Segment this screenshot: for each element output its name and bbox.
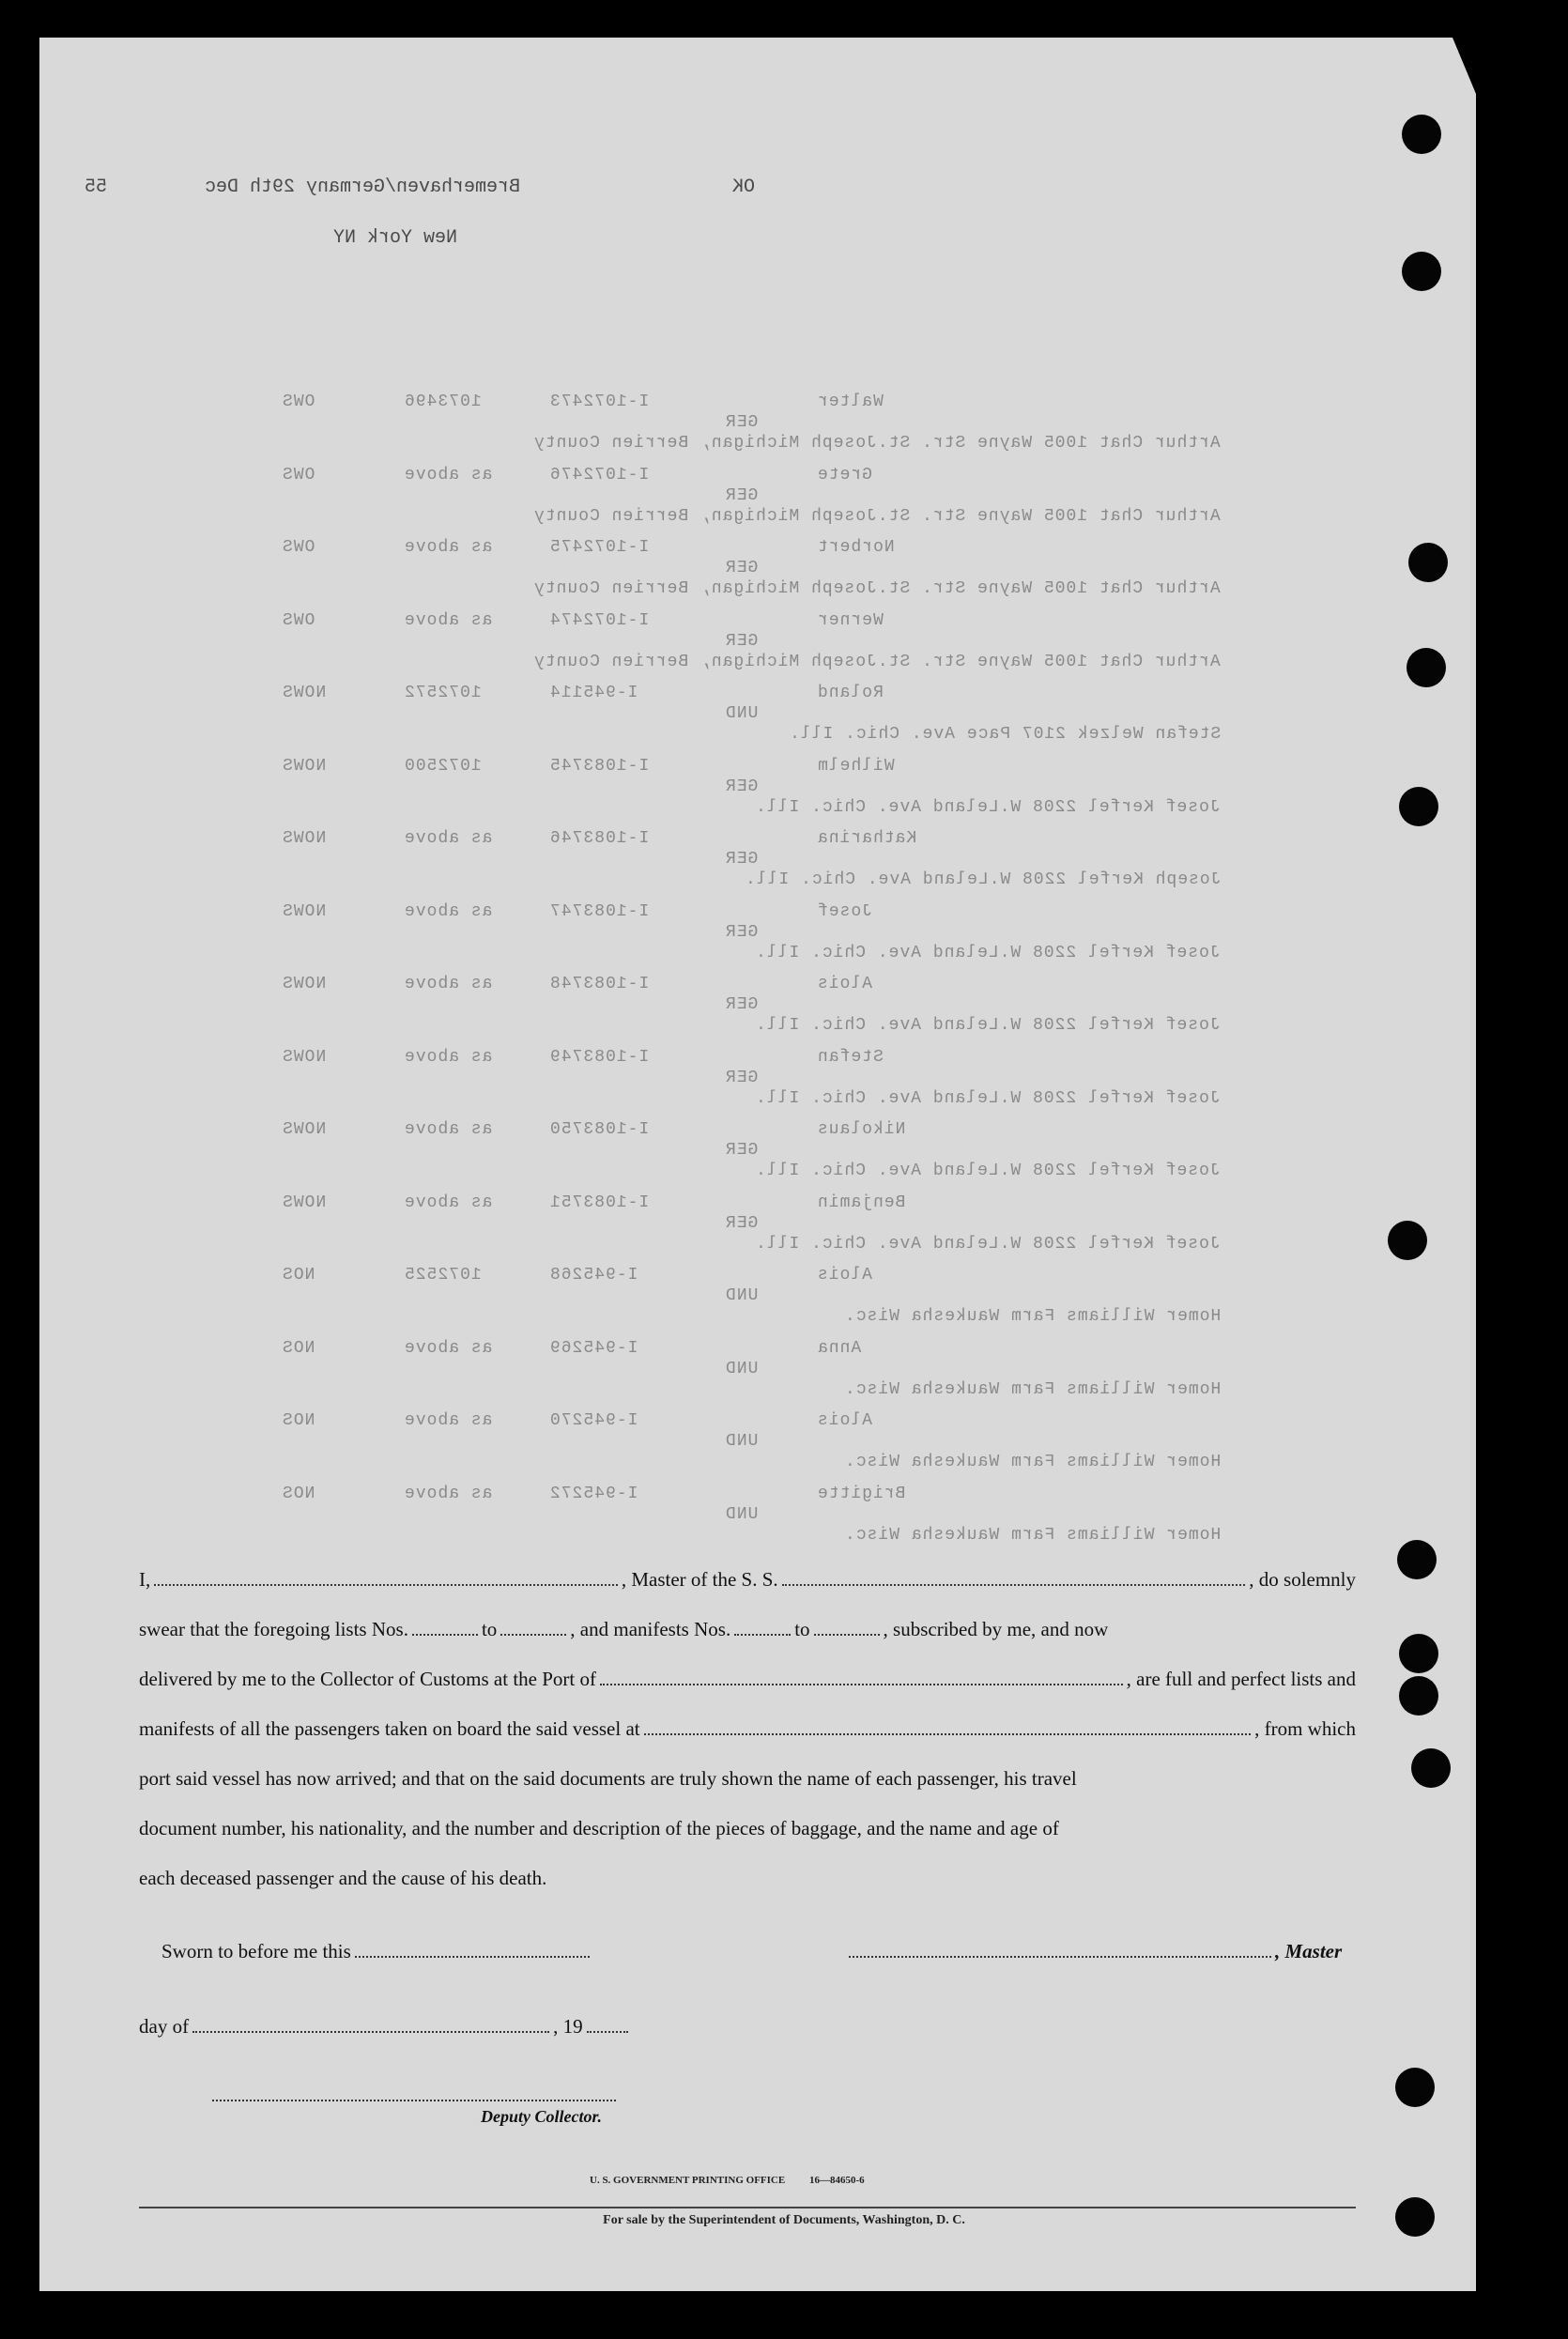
punch-hole [1408, 543, 1448, 582]
punch-hole [1395, 2068, 1435, 2107]
day-label: day of [139, 2015, 190, 2038]
manifest-given-name: Benjamin [817, 1193, 906, 1212]
manifest-doc-number: I-945114 [549, 684, 638, 702]
manifest-nationality: UND [725, 1504, 759, 1524]
oath-text: port said vessel has now arrived; and that on the said documents are truly shown the name of each passenger, his travel [139, 1767, 1077, 1790]
departure-port-field[interactable] [644, 1718, 1252, 1735]
manifest-doc-number: I-1083746 [549, 829, 650, 848]
punch-hole [1397, 1540, 1437, 1579]
manifest-address: Joseph Kerfel 2208 W.Leland Ave. Chic. Ill. [744, 870, 1221, 889]
manifest-doc-number: I-945268 [549, 1266, 638, 1285]
deputy-signature-field[interactable] [212, 2085, 616, 2101]
manifest-ref: as above [404, 1411, 493, 1430]
manifest-ref: as above [404, 1338, 493, 1358]
manifest-col-code: NOS [282, 1266, 315, 1285]
oath-text: , from which [1254, 1717, 1356, 1740]
master-signature-field[interactable] [849, 1941, 1271, 1958]
punch-hole [1399, 1676, 1438, 1716]
manifest-ref: as above [404, 465, 493, 485]
manifest-nationality: GER [725, 559, 759, 577]
manifest-address: Josef Kerfel 2208 W.Leland Ave. Chic. Ill. [755, 1016, 1221, 1035]
manifest-doc-number: I-1083751 [549, 1193, 650, 1212]
manifest-nationality: UND [725, 1286, 759, 1305]
vessel-name-field[interactable] [782, 1569, 1246, 1586]
manifest-col-code: NOS [282, 1338, 315, 1358]
manifest-col-code: NOS [282, 1484, 315, 1503]
manifest-doc-number: I-1083748 [549, 975, 650, 993]
manifest-doc-number: I-1072476 [549, 465, 650, 485]
manifest-ref: as above [404, 829, 493, 848]
printing-office: U. S. GOVERNMENT PRINTING OFFICE [590, 2175, 786, 2186]
manifest-given-name: Brigitte [817, 1484, 906, 1503]
oath-text: , do solemnly [1249, 1568, 1357, 1591]
oath-line [139, 1654, 1356, 1704]
manifest-col-code: OWS [282, 610, 315, 630]
manifest-address: Arthur Chat 1005 Wayne Str. St.Joseph Michigan, Berrien County [533, 434, 1221, 453]
manifest-ref: as above [404, 901, 493, 921]
footer-divider [139, 2207, 1356, 2208]
manifest-ref: 1073496 [404, 392, 482, 411]
manifest-nationality: GER [725, 777, 759, 796]
manifest-address: Josef Kerfel 2208 W.Leland Ave. Chic. Ill. [755, 1234, 1221, 1254]
oath-text: each deceased passenger and the cause of his death. [139, 1867, 547, 1889]
sworn-line [161, 1940, 593, 1963]
list-to-field[interactable] [500, 1619, 566, 1636]
manifest-to-field[interactable] [814, 1619, 880, 1636]
oath-text: , subscribed by me, and now [883, 1618, 1109, 1640]
master-name-field[interactable] [154, 1569, 618, 1586]
manifest-given-name: Grete [817, 465, 873, 485]
punch-hole [1402, 115, 1441, 154]
manifest-doc-number: I-945270 [549, 1411, 638, 1430]
manifest-doc-number: I-1072474 [549, 610, 650, 630]
form-number: 16—84650-6 [809, 2175, 865, 2186]
manifest-address: Josef Kerfel 2208 W.Leland Ave. Chic. Ill. [755, 1162, 1221, 1180]
manifest-col-code: NOWS [282, 975, 327, 993]
manifest-ref: as above [404, 1120, 493, 1139]
day-field[interactable] [192, 2016, 549, 2033]
oath-text: to [481, 1618, 498, 1640]
manifest-col-code: OWS [282, 392, 315, 411]
list-from-field[interactable] [412, 1619, 478, 1636]
year-field[interactable] [587, 2016, 628, 2033]
manifest-ref: as above [404, 538, 493, 557]
master-signature-line [845, 1940, 1342, 1963]
oath-text: swear that the foregoing lists Nos. [139, 1618, 408, 1640]
manifest-ref: as above [404, 610, 493, 630]
manifest-nationality: GER [725, 413, 759, 432]
manifest-col-code: NOWS [282, 756, 327, 776]
manifest-given-name: Anna [817, 1338, 862, 1358]
header-mark: OK [732, 177, 756, 198]
manifest-address: Arthur Chat 1005 Wayne Str. St.Joseph Michigan, Berrien County [533, 652, 1221, 671]
manifest-ref: 1072572 [404, 684, 482, 702]
punch-hole [1407, 648, 1446, 687]
manifest-given-name: Norbert [817, 538, 895, 557]
deputy-line [208, 2085, 620, 2101]
manifest-address: Josef Kerfel 2208 W.Leland Ave. Chic. Ill. [755, 943, 1221, 962]
manifest-col-code: NOWS [282, 1193, 327, 1212]
punch-hole [1399, 1634, 1438, 1673]
oath-text: I, [139, 1568, 151, 1591]
oath-line [139, 1854, 1356, 1903]
manifest-address: Arthur Chat 1005 Wayne Str. St.Joseph Michigan, Berrien County [533, 506, 1221, 526]
port-field[interactable] [600, 1669, 1123, 1685]
master-oath [139, 1555, 1356, 1903]
manifest-doc-number: I-945269 [549, 1338, 638, 1358]
oath-text: , are full and perfect lists and [1126, 1668, 1356, 1690]
manifest-nationality: UND [725, 704, 759, 723]
manifest-nationality: GER [725, 1068, 759, 1087]
punch-hole [1399, 787, 1438, 826]
manifest-address: Josef Kerfel 2208 W.Leland Ave. Chic. Ill. [755, 1088, 1221, 1108]
manifest-col-code: NOS [282, 1411, 315, 1430]
manifest-doc-number: I-945272 [549, 1484, 638, 1503]
manifest-nationality: GER [725, 850, 759, 869]
manifest-given-name: Nikolaus [817, 1120, 906, 1139]
manifest-given-name: Alois [817, 975, 873, 993]
manifest-col-code: NOWS [282, 684, 327, 702]
year-label: , 19 [553, 2015, 583, 2038]
manifest-address: Arthur Chat 1005 Wayne Str. St.Joseph Michigan, Berrien County [533, 579, 1221, 598]
master-label: , Master [1275, 1940, 1343, 1962]
manifest-nationality: GER [725, 485, 759, 505]
manifest-nationality: UND [725, 1432, 759, 1451]
manifest-given-name: Katharina [817, 829, 917, 848]
manifest-col-code: OWS [282, 465, 315, 485]
oath-line [139, 1704, 1356, 1754]
manifest-col-code: NOWS [282, 829, 327, 848]
manifest-nationality: GER [725, 631, 759, 651]
oath-text: to [794, 1618, 810, 1640]
manifest-given-name: Wilhelm [817, 756, 895, 776]
manifest-doc-number: I-1083749 [549, 1047, 650, 1067]
punch-hole [1402, 252, 1441, 291]
punch-hole [1388, 1221, 1427, 1260]
manifest-ref: as above [404, 1484, 493, 1503]
sworn-label: Sworn to before me this [161, 1940, 351, 1962]
voyage-route: Bremerhaven/Germany 29th Dec [205, 177, 521, 198]
manifest-col-code: NOWS [282, 1047, 327, 1067]
manifest-doc-number: I-1072473 [549, 392, 650, 411]
manifest-doc-number: I-1083750 [549, 1120, 650, 1139]
oath-line [139, 1555, 1356, 1605]
manifest-nationality: GER [725, 1141, 759, 1160]
oath-text: delivered by me to the Collector of Customs at the Port of [139, 1668, 596, 1690]
oath-text: manifests of all the passengers taken on board the said vessel at [139, 1717, 640, 1740]
manifest-ref: 1072500 [404, 756, 482, 776]
manifest-nationality: GER [725, 922, 759, 942]
manifest-nationality: GER [725, 995, 759, 1014]
manifest-given-name: Alois [817, 1266, 873, 1285]
oath-line [139, 1754, 1356, 1804]
manifest-given-name: Werner [817, 610, 884, 630]
manifest-ref: 1072525 [404, 1266, 482, 1285]
manifest-address: Homer Williams Farm Waukesha Wisc. [843, 1525, 1221, 1545]
manifest-col-code: OWS [282, 538, 315, 557]
manifest-ref: as above [404, 1193, 493, 1212]
punch-hole [1411, 1748, 1451, 1788]
manifest-nationality: UND [725, 1359, 759, 1378]
manifest-given-name: Stefan [817, 1047, 884, 1067]
manifest-given-name: Walter [817, 392, 884, 411]
manifest-from-field[interactable] [734, 1619, 791, 1636]
deputy-collector-label: Deputy Collector. [481, 2107, 602, 2126]
manifest-doc-number: I-1072475 [549, 538, 650, 557]
oath-text: , and manifests Nos. [570, 1618, 731, 1640]
manifest-address: Homer Williams Farm Waukesha Wisc. [843, 1379, 1221, 1399]
manifest-address: Stefan Welzek 2107 Pace Ave. Chic. Ill. [788, 725, 1221, 744]
oath-line [139, 1605, 1356, 1654]
manifest-doc-number: I-1083747 [549, 901, 650, 921]
page-number: 55 [85, 177, 108, 198]
manifest-given-name: Roland [817, 684, 884, 702]
manifest-address: Josef Kerfel 2208 W.Leland Ave. Chic. Ill. [755, 797, 1221, 817]
for-sale-notice: For sale by the Superintendent of Documents, Washington, D. C. [603, 2213, 965, 2227]
manifest-doc-number: I-1083745 [549, 756, 650, 776]
oath-text: , Master of the S. S. [621, 1568, 778, 1591]
destination: New York NY [333, 227, 458, 249]
manifest-address: Homer Williams Farm Waukesha Wisc. [843, 1307, 1221, 1326]
manifest-given-name: Alois [817, 1411, 873, 1430]
manifest-given-name: Josef [817, 901, 873, 921]
sworn-date-field[interactable] [355, 1941, 590, 1958]
manifest-col-code: NOWS [282, 1120, 327, 1139]
oath-line [139, 1804, 1356, 1854]
day-line [139, 2015, 632, 2039]
manifest-ref: as above [404, 975, 493, 993]
manifest-nationality: GER [725, 1213, 759, 1233]
oath-text: document number, his nationality, and the number and description of the pieces of baggage, and the name and age of [139, 1817, 1059, 1839]
manifest-col-code: NOWS [282, 901, 327, 921]
manifest-ref: as above [404, 1047, 493, 1067]
manifest-address: Homer Williams Farm Waukesha Wisc. [843, 1453, 1221, 1471]
